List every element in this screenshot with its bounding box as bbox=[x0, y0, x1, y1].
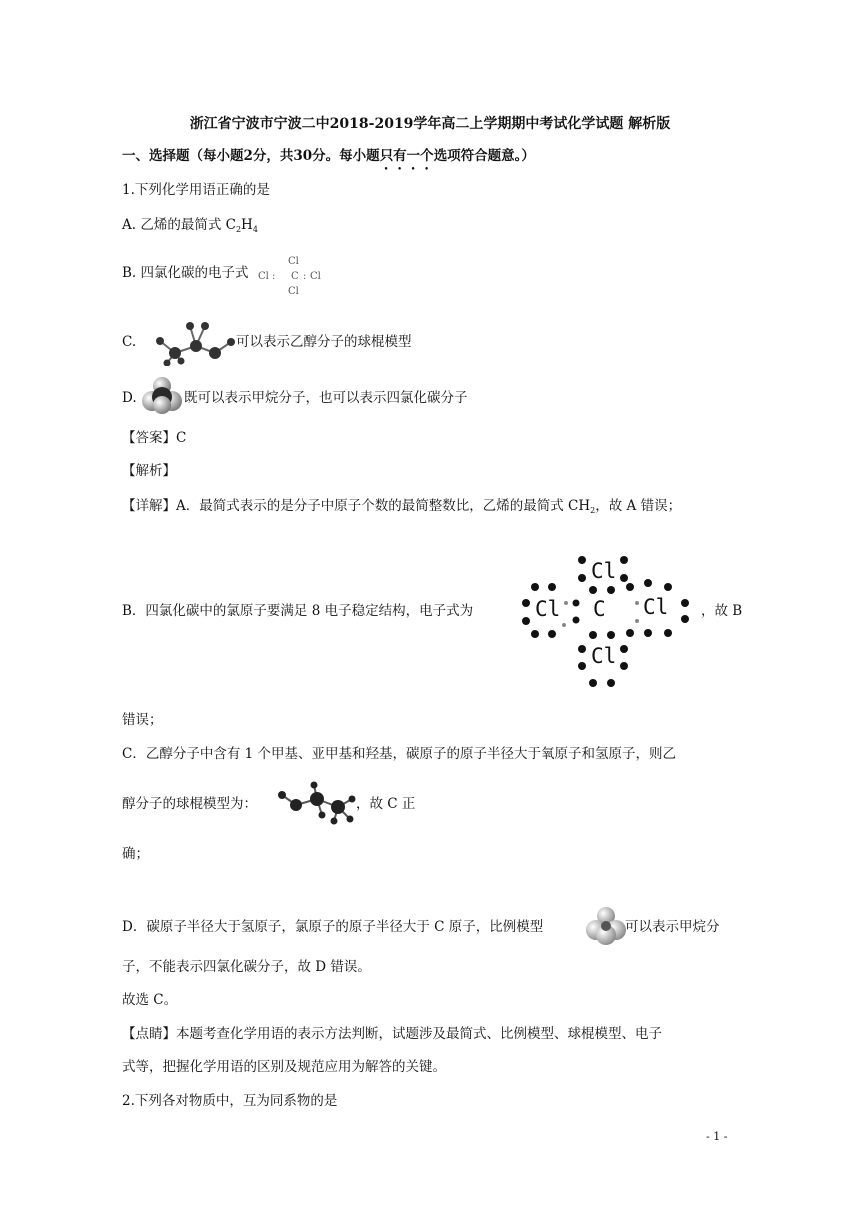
section-heading-emphasis: 只有一个 bbox=[379, 148, 434, 164]
q2-stem: 2.下列各对物质中，互为同系物的是 bbox=[122, 1093, 338, 1109]
q1-option-b: B. 四氯化碳的电子式 bbox=[122, 265, 249, 281]
option-a-sub2: 4 bbox=[252, 225, 258, 234]
option-a-h: H bbox=[241, 217, 253, 233]
detail-a-post: ，故 A 错误； bbox=[595, 498, 682, 514]
detail-c-line2-pre: 醇分子的球棍模型为： bbox=[122, 796, 257, 812]
small-electron-formula-image bbox=[256, 254, 328, 298]
section-heading-pre: 一、选择题（每小题2分，共30分。每小题 bbox=[122, 148, 380, 164]
detail-b-cont: 错误； bbox=[122, 712, 163, 728]
big-cl-right: Cl bbox=[643, 595, 669, 619]
detail-c-line1: C．乙醇分子中含有 1 个甲基、亚甲基和羟基，碳原子的原子半径大于氧原子和氢原子，则乙 bbox=[122, 746, 676, 762]
big-c: C bbox=[593, 597, 606, 621]
document-title: 浙江省宁波市宁波二中2018-2019学年高二上学期期中考试化学试题 解析版 bbox=[189, 116, 671, 132]
svg-text::: : bbox=[272, 271, 276, 282]
conclusion: 故选 C。 bbox=[122, 992, 178, 1008]
detail-d-line1-pre: D．碳原子半径大于氢原子，氯原子的原子半径大于 C 原子，比例模型 bbox=[122, 919, 544, 935]
detail-c-line2-post: ，故 C 正 bbox=[356, 796, 416, 812]
formula-cl-bottom: Cl bbox=[288, 286, 299, 297]
section-heading-post: 选项符合题意。） bbox=[433, 148, 535, 164]
formula-cl-left: Cl bbox=[258, 271, 269, 282]
comment-line2: 式等，把握化学用语的区别及规范应用为解答的关键。 bbox=[122, 1059, 446, 1075]
space-filling-model-methane bbox=[586, 905, 626, 947]
answer-label: 【答案】C bbox=[122, 430, 187, 446]
q1-option-c-suffix: 可以表示乙醇分子的球棍模型 bbox=[236, 334, 412, 350]
comment-line1: 【点睛】本题考查化学用语的表示方法判断，试题涉及最简式、比例模型、球棍模型、电子 bbox=[122, 1026, 662, 1042]
detail-d-line2: 子，不能表示四氯化碳分子，故 D 错误。 bbox=[122, 959, 371, 975]
ball-stick-model-option-c bbox=[143, 316, 238, 366]
big-cl-bottom: Cl bbox=[591, 644, 617, 668]
detail-c-line3: 确； bbox=[122, 846, 149, 862]
svg-text::: : bbox=[303, 271, 307, 282]
detail-b-pre: B．四氯化碳中的氯原子要满足 8 电子稳定结构，电子式为 bbox=[122, 603, 474, 619]
option-a-text: A. 乙烯的最简式 C bbox=[122, 217, 236, 233]
analysis-heading: 【解析】 bbox=[122, 463, 176, 479]
detail-a-pre: 【详解】A．最简式表示的是分子中原子个数的最简整数比，乙烯的最简式 CH bbox=[122, 498, 591, 514]
q1-option-c-prefix: C. bbox=[122, 334, 137, 350]
big-cl-left: Cl bbox=[535, 597, 561, 621]
formula-c: C bbox=[291, 271, 299, 282]
big-cl-top: Cl bbox=[591, 559, 617, 583]
detail-a bbox=[122, 497, 681, 520]
detail-d-line1-post: 可以表示甲烷分 bbox=[625, 919, 720, 935]
q1-stem: 1.下列化学用语正确的是 bbox=[122, 182, 270, 198]
section-heading bbox=[122, 147, 535, 173]
space-filling-model-option-d bbox=[140, 374, 184, 418]
option-a-sub1: 2 bbox=[235, 225, 242, 234]
q1-option-a bbox=[122, 216, 258, 239]
formula-cl-right: Cl bbox=[310, 271, 321, 282]
detail-a-sub: 2 bbox=[590, 506, 596, 515]
formula-cl-top: Cl bbox=[288, 256, 299, 267]
page-number: - 1 - bbox=[706, 1130, 728, 1143]
q1-option-d-suffix: 既可以表示甲烷分子，也可以表示四氯化碳分子 bbox=[184, 390, 468, 406]
ball-stick-model-ethanol bbox=[272, 777, 358, 827]
detail-b-post: ，故 B bbox=[701, 603, 743, 619]
q1-option-d-prefix: D. bbox=[122, 390, 137, 406]
large-electron-formula-image bbox=[518, 545, 698, 693]
